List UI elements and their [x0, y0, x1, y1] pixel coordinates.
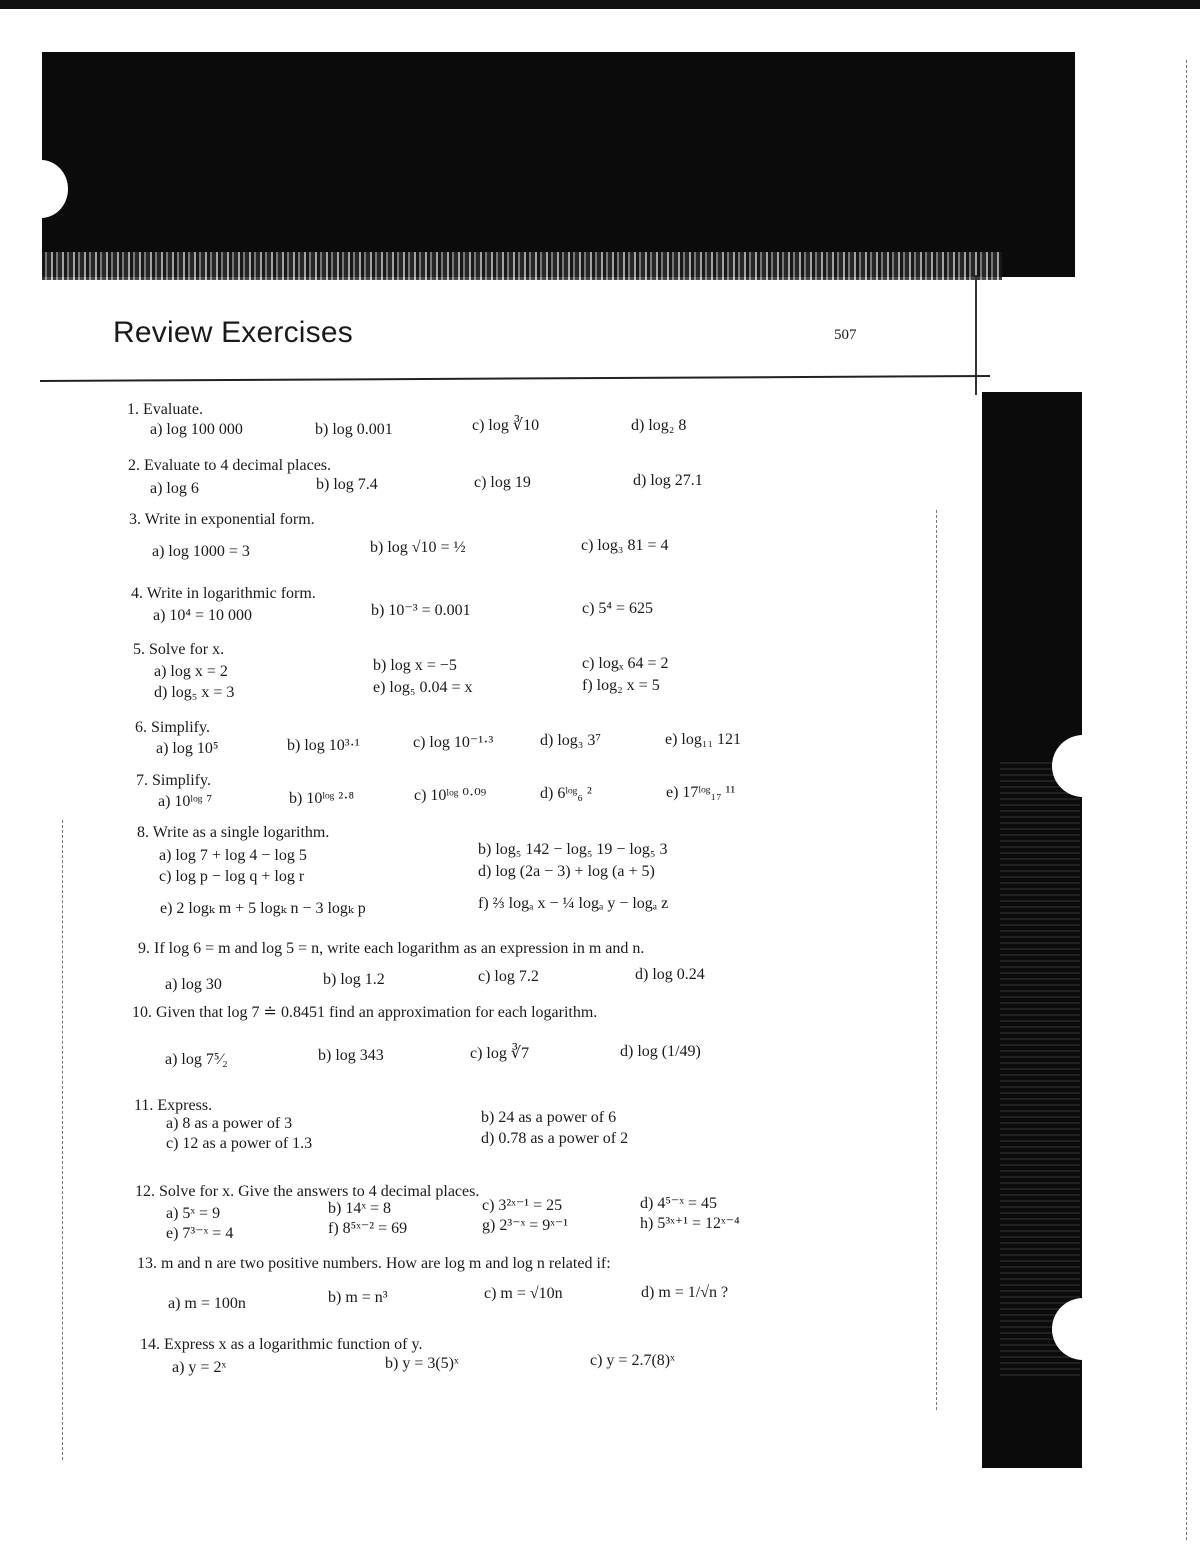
exercise-12-part-h: h) 5³ˣ⁺¹ = 12ˣ⁻⁴: [640, 1215, 740, 1232]
exercise-6-part-a: a) log 10⁵: [156, 740, 219, 757]
exercise-8-part-d: d) log (2a − 3) + log (a + 5): [478, 863, 655, 880]
exercise-4-part-c: c) 5⁴ = 625: [582, 600, 654, 617]
exercise-7-part-a: a) 10ˡᵒᵍ ⁷: [158, 793, 213, 810]
exercise-prompt: 10. Given that log 7 ≐ 0.8451 find an approximation for each logarithm.: [132, 1004, 598, 1021]
exercise-prompt: 13. m and n are two positive numbers. How are log m and log n related if:: [137, 1255, 611, 1272]
exercise-prompt: 4. Write in logarithmic form.: [131, 585, 316, 602]
exercise-2-part-b: b) log 7.4: [316, 476, 378, 493]
exercise-prompt: 1. Evaluate.: [127, 401, 203, 418]
exercise-6: [135, 718, 210, 737]
exercise-prompt: 11. Express.: [134, 1097, 213, 1114]
exercise-8-part-a: a) log 7 + log 4 − log 5: [159, 847, 307, 864]
exercise-4-part-b: b) 10⁻³ = 0.001: [371, 602, 471, 619]
exercise-5-part-e: e) log₅ 0.04 = x: [373, 679, 473, 696]
exercise-12-part-g: g) 2³⁻ˣ = 9ˣ⁻¹: [482, 1217, 569, 1234]
punch-hole-right-upper: [1052, 735, 1114, 797]
exercise-5-part-a: a) log x = 2: [154, 663, 228, 680]
exercise-6-part-b: b) log 10³·¹: [287, 737, 360, 754]
edge-margin-mark: [1186, 60, 1187, 1540]
exercise-14-part-a: a) y = 2ˣ: [172, 1359, 227, 1376]
scan-grain-right: [1000, 760, 1080, 1380]
exercise-10-part-b: b) log 343: [318, 1047, 384, 1064]
punch-hole-right-lower: [1052, 1298, 1114, 1360]
right-margin-mark: [936, 510, 937, 1410]
exercise-3-part-c: c) log₃ 81 = 4: [581, 537, 669, 554]
exercise-7-part-c: c) 10ˡᵒᵍ ⁰·⁰⁹: [414, 787, 487, 804]
exercise-14-part-c: c) y = 2.7(8)ˣ: [590, 1352, 675, 1369]
scan-top-band: [0, 0, 1200, 9]
exercise-11-part-c: c) 12 as a power of 1.3: [166, 1135, 313, 1152]
exercise-6-part-d: d) log₃ 3⁷: [540, 732, 601, 749]
exercise-prompt: 5. Solve for x.: [133, 641, 225, 658]
exercise-1: [127, 400, 203, 419]
exercise-12-part-c: c) 3²ˣ⁻¹ = 25: [482, 1197, 563, 1214]
page-number: 507: [834, 327, 857, 343]
exercise-1-part-b: b) log 0.001: [315, 421, 393, 438]
exercise-11: [134, 1096, 212, 1115]
exercise-9-part-b: b) log 1.2: [323, 971, 385, 988]
exercise-prompt: 2. Evaluate to 4 decimal places.: [128, 457, 332, 474]
exercise-2-part-d: d) log 27.1: [633, 472, 703, 489]
exercise-14: [140, 1335, 422, 1354]
exercise-3-part-b: b) log √10 = ½: [370, 539, 466, 556]
exercise-4: [131, 584, 316, 603]
exercise-7-part-e: e) 17ˡᵒᵍ₁₇ ¹¹: [666, 784, 736, 801]
exercise-11-part-b: b) 24 as a power of 6: [481, 1109, 617, 1126]
punch-hole-left: [14, 160, 68, 218]
exercise-5-part-d: d) log₅ x = 3: [154, 684, 235, 701]
exercise-8: [137, 823, 329, 842]
exercise-5: [133, 640, 224, 659]
exercise-3: [129, 510, 315, 529]
exercise-2-part-c: c) log 19: [474, 474, 531, 491]
exercise-6-part-c: c) log 10⁻¹·³: [413, 734, 494, 751]
exercise-13-part-a: a) m = 100n: [168, 1295, 246, 1312]
exercise-13-part-b: b) m = n³: [328, 1289, 388, 1306]
exercise-12: [135, 1182, 479, 1201]
scan-speckle-band: [42, 252, 1002, 280]
exercise-12-part-f: f) 8⁵ˣ⁻² = 69: [328, 1220, 408, 1237]
exercise-13-part-d: d) m = 1/√n ?: [641, 1284, 729, 1301]
exercise-prompt: 8. Write as a single logarithm.: [137, 824, 330, 841]
exercise-12-part-b: b) 14ˣ = 8: [328, 1200, 391, 1217]
exercise-10-part-d: d) log (1/49): [620, 1043, 701, 1060]
exercise-10: [132, 1003, 597, 1022]
exercise-8-part-c: c) log p − log q + log r: [159, 868, 305, 885]
exercise-prompt: 14. Express x as a logarithmic function of y.: [140, 1336, 423, 1353]
exercise-2-part-a: a) log 6: [150, 480, 199, 497]
exercise-1-part-a: a) log 100 000: [150, 421, 243, 438]
exercise-5-part-f: f) log₂ x = 5: [582, 677, 660, 694]
exercise-13-part-c: c) m = √10n: [484, 1285, 563, 1302]
exercise-4-part-a: a) 10⁴ = 10 000: [153, 607, 253, 624]
exercise-5-part-b: b) log x = −5: [373, 657, 457, 674]
exercise-13: [137, 1254, 611, 1273]
exercise-prompt: 9. If log 6 = m and log 5 = n, write each logarithm as an expression in m and n.: [138, 940, 645, 957]
exercise-2: [128, 456, 331, 475]
exercise-14-part-b: b) y = 3(5)ˣ: [385, 1355, 459, 1372]
exercise-5-part-c: c) logₓ 64 = 2: [582, 655, 669, 672]
exercise-8-part-b: b) log₅ 142 − log₅ 19 − log₅ 3: [478, 841, 668, 858]
exercise-prompt: 3. Write in exponential form.: [129, 511, 315, 528]
exercise-prompt: 6. Simplify.: [135, 719, 210, 736]
exercise-6-part-e: e) log₁₁ 121: [665, 731, 742, 748]
exercise-prompt: 7. Simplify.: [136, 772, 211, 789]
exercise-8-part-e: e) 2 logₖ m + 5 logₖ n − 3 logₖ p: [160, 900, 366, 917]
exercise-12-part-a: a) 5ˣ = 9: [166, 1205, 221, 1222]
exercise-9-part-a: a) log 30: [165, 976, 222, 993]
exercise-7-part-d: d) 6ˡᵒᵍ₆ ²: [540, 785, 592, 802]
header-rule: [40, 375, 990, 382]
exercise-prompt: 12. Solve for x. Give the answers to 4 decimal places.: [135, 1183, 480, 1200]
exercise-1-part-c: c) log ∛10: [472, 417, 540, 434]
exercise-1-part-d: d) log₂ 8: [631, 417, 687, 434]
left-margin-mark: [62, 820, 63, 1460]
exercise-11-part-d: d) 0.78 as a power of 2: [481, 1130, 629, 1147]
exercise-10-part-c: c) log ∛7: [470, 1045, 530, 1062]
exercise-9-part-c: c) log 7.2: [478, 968, 539, 985]
exercise-10-part-a: a) log 7⁵⁄₂: [165, 1051, 228, 1068]
exercise-12-part-e: e) 7³⁻ˣ = 4: [166, 1225, 234, 1242]
exercise-3-part-a: a) log 1000 = 3: [152, 543, 250, 560]
exercise-8-part-f: f) ⅔ logₐ x − ¼ logₐ y − logₐ z: [478, 895, 669, 912]
exercise-11-part-a: a) 8 as a power of 3: [166, 1115, 293, 1132]
exercise-7: [136, 771, 211, 790]
exercise-12-part-d: d) 4⁵⁻ˣ = 45: [640, 1195, 717, 1212]
exercise-9: [138, 939, 644, 958]
page-title: Review Exercises: [113, 316, 353, 349]
exercise-7-part-b: b) 10ˡᵒᵍ ²·⁸: [289, 790, 355, 807]
exercise-9-part-d: d) log 0.24: [635, 966, 705, 983]
scan-dark-region-top: [42, 52, 1075, 277]
